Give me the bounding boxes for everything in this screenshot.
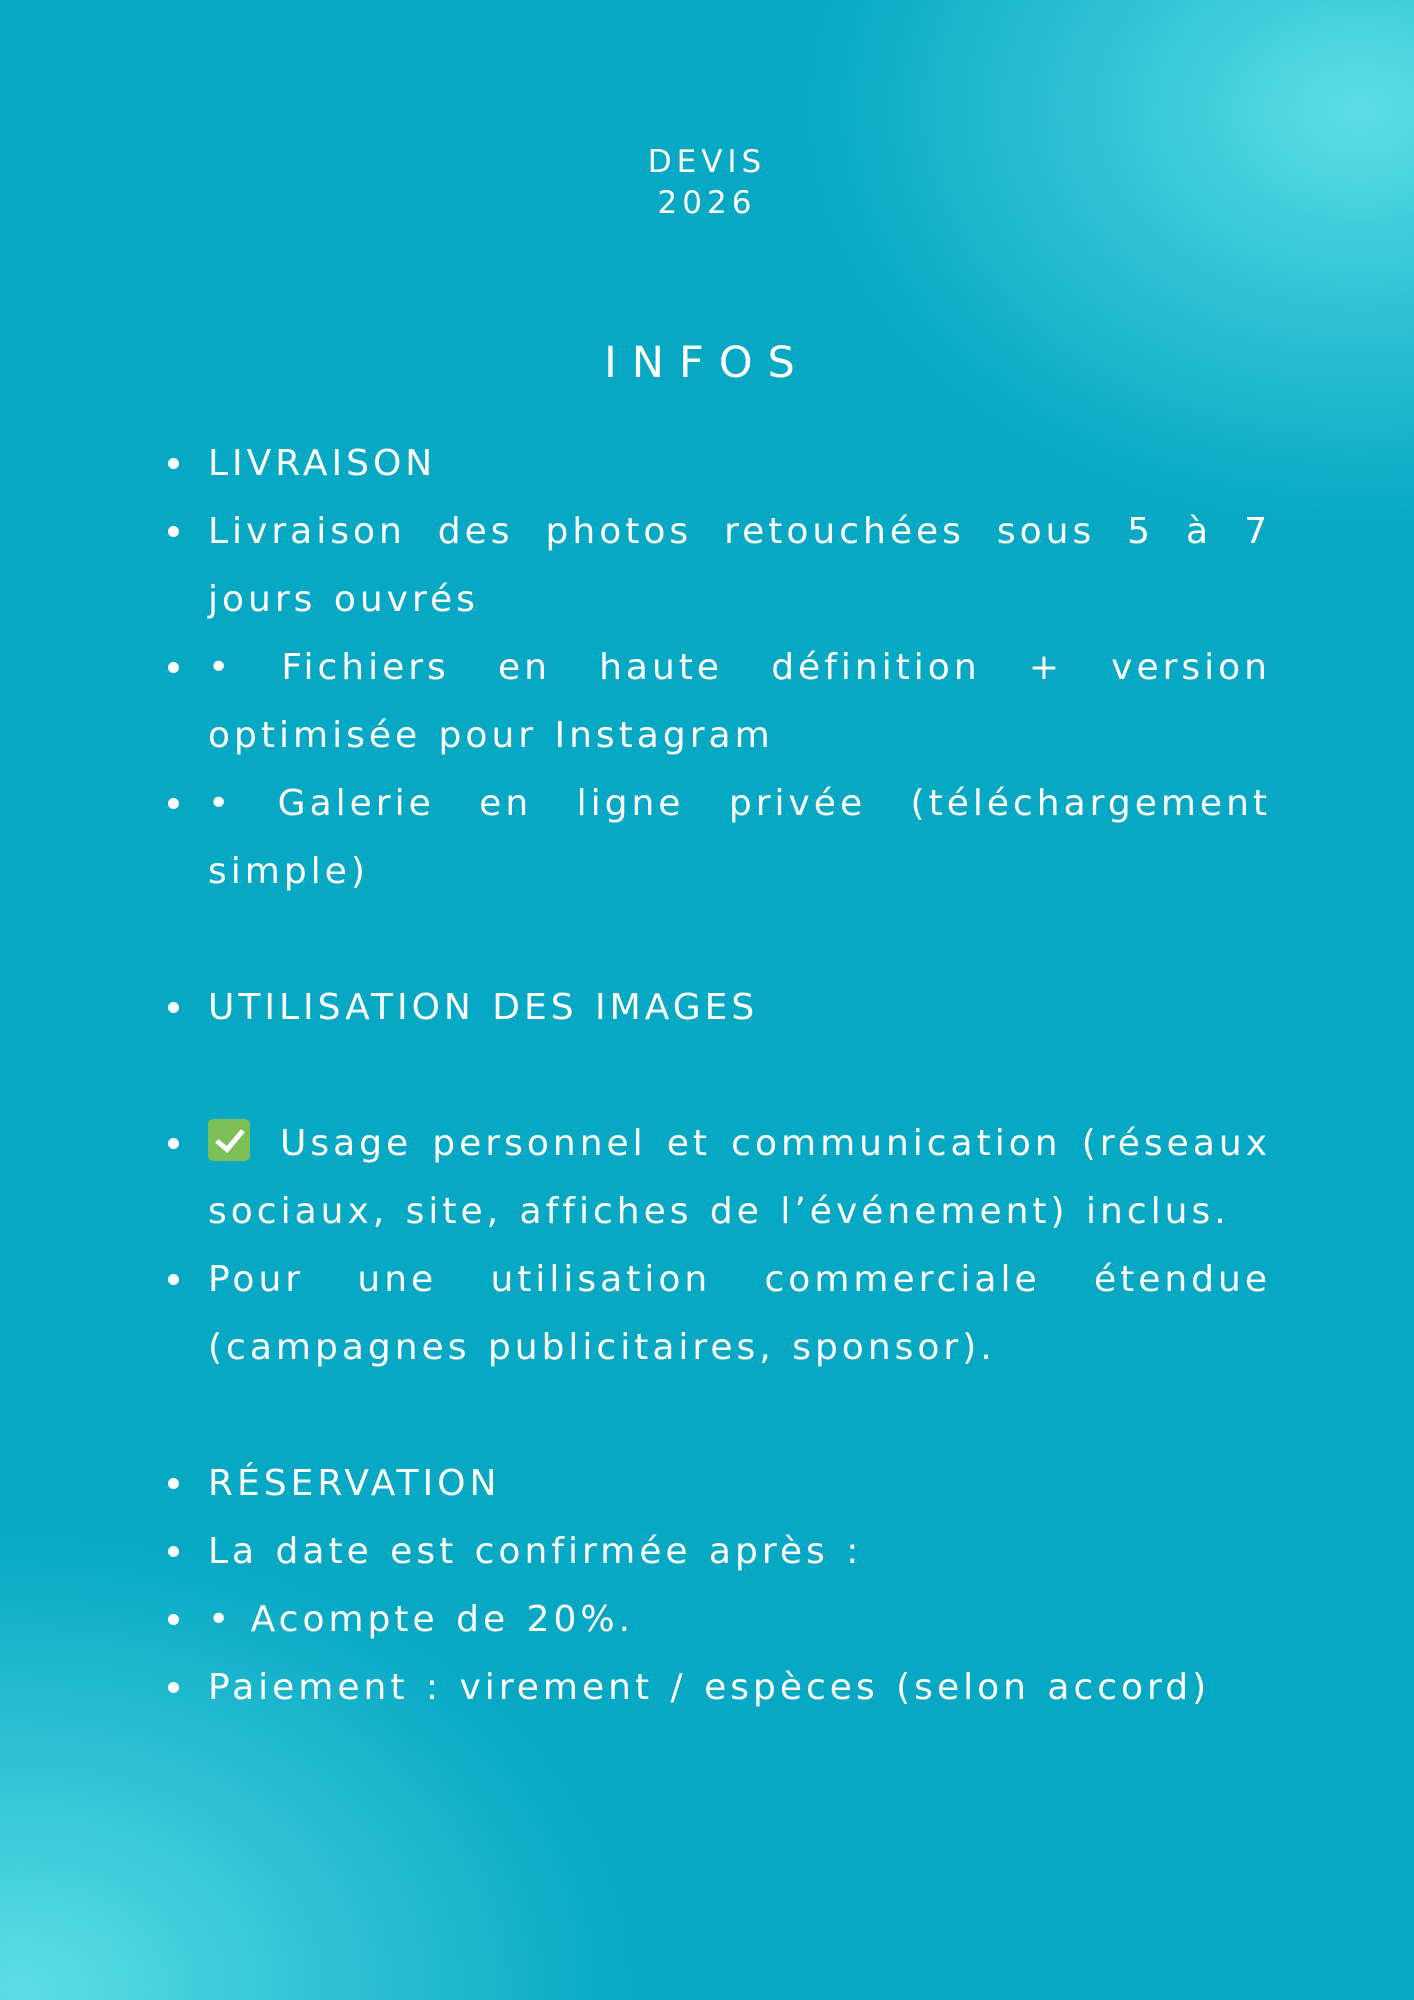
list-spacer <box>168 1042 1271 1110</box>
personal-usage-text: Usage personnel et communication (réseaux sociaux, site, affiches de l’événement) inclus. <box>208 1123 1271 1232</box>
list-item-hd-files: • Fichiers en haute définition + version optimisée pour Instagram <box>168 634 1271 770</box>
info-list <box>168 430 1271 1722</box>
header-title: DEVIS <box>647 144 767 180</box>
list-item-usage-heading: UTILISATION DES IMAGES <box>168 974 1271 1042</box>
list-item-delivery-heading: LIVRAISON <box>168 430 1271 498</box>
list-item-commercial-usage: Pour une utilisation commerciale étendue (campagnes publicitaires, sponsor). <box>168 1246 1271 1382</box>
info-content <box>168 430 1271 1722</box>
header-year: 2026 <box>657 185 757 221</box>
list-item-personal-usage <box>168 1110 1271 1246</box>
list-spacer <box>168 1382 1271 1450</box>
section-title: INFOS <box>604 338 810 388</box>
list-spacer <box>168 906 1271 974</box>
list-item-deposit: • Acompte de 20%. <box>168 1586 1271 1654</box>
list-item-reservation-heading: RÉSERVATION <box>168 1450 1271 1518</box>
check-mark-icon <box>208 1119 250 1161</box>
list-item-date-confirmed: La date est confirmée après : <box>168 1518 1271 1586</box>
list-item-private-gallery: • Galerie en ligne privée (téléchargement simple) <box>168 770 1271 906</box>
list-item-payment: Paiement : virement / espèces (selon accord) <box>168 1654 1271 1722</box>
list-item-delivery-time: Livraison des photos retouchées sous 5 à 7 jours ouvrés <box>168 498 1271 634</box>
document-header <box>0 142 1414 224</box>
